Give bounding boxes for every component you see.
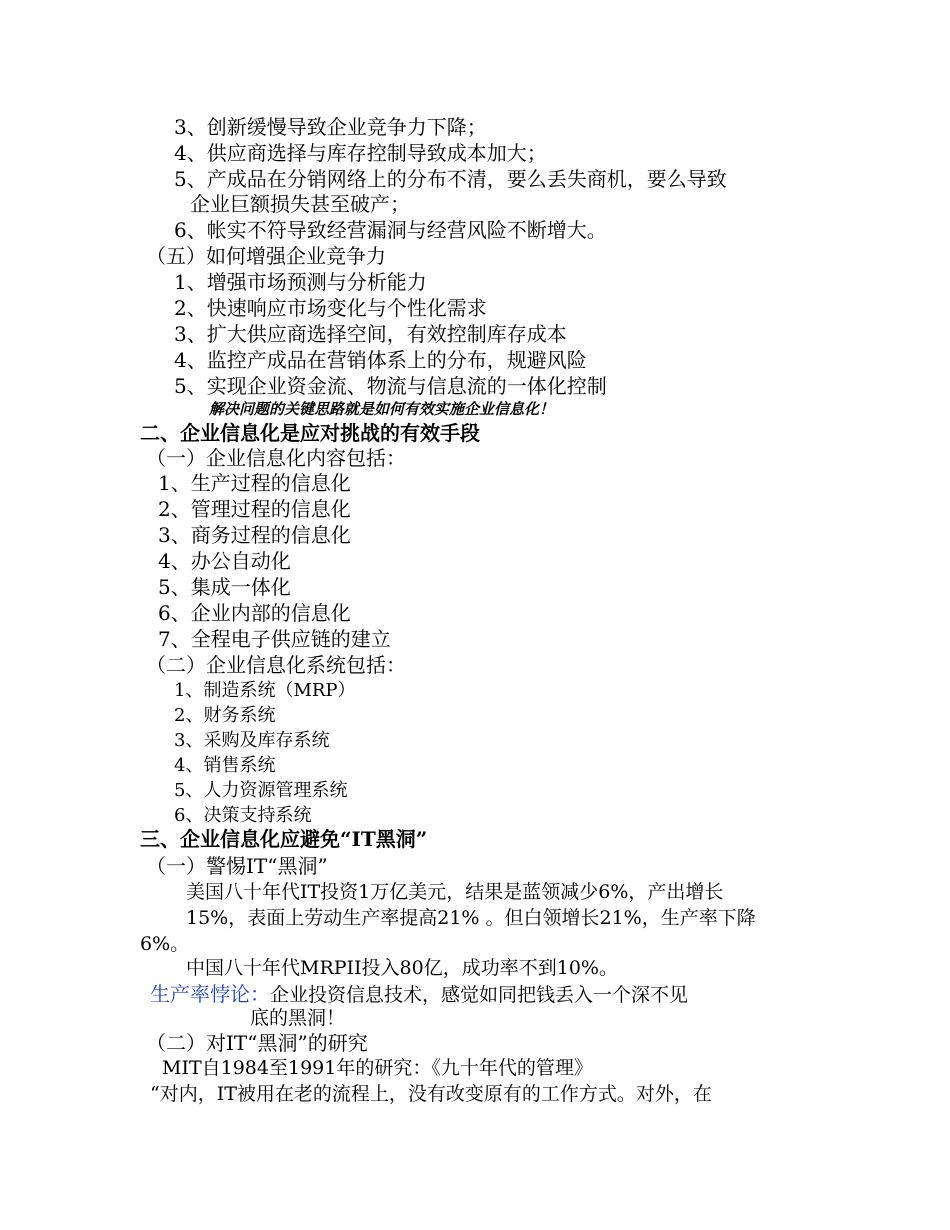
quote-line: “对内，IT被用在老的流程上，没有改变原有的工作方式。对外，在 xyxy=(150,1083,712,1105)
paradox-label: 生产率悖论： xyxy=(150,982,270,1006)
list-item: 4、销售系统 xyxy=(174,755,276,776)
list-item: 6、企业内部的信息化 xyxy=(158,601,351,625)
list-item: 1、生产过程的信息化 xyxy=(158,471,351,495)
paradox-text: 企业投资信息技术，感觉如同把钱丢入一个深不见 xyxy=(270,984,689,1006)
list-item: 2、快速响应市场变化与个性化需求 xyxy=(174,296,487,320)
key-note: 解决问题的关键思路就是如何有效实施企业信息化！ xyxy=(209,400,555,418)
paradox-line xyxy=(150,984,688,1005)
list-item: 5、人力资源管理系统 xyxy=(174,780,348,801)
list-item: 2、管理过程的信息化 xyxy=(158,497,351,521)
subsection-heading: （一）警惕IT“黑洞” xyxy=(146,854,328,878)
list-item: 5、集成一体化 xyxy=(158,575,291,599)
subsection-heading: （二）对IT“黑洞”的研究 xyxy=(146,1031,368,1055)
list-item: 3、创新缓慢导致企业竞争力下降； xyxy=(174,115,487,139)
paragraph-line: MIT自1984至1991年的研究：《九十年代的管理》 xyxy=(162,1057,593,1079)
list-item: 5、实现企业资金流、物流与信息流的一体化控制 xyxy=(174,374,607,398)
list-item: 5、产成品在分销网络上的分布不清，要么丢失商机，要么导致 xyxy=(174,167,727,191)
list-item: 3、扩大供应商选择空间，有效控制库存成本 xyxy=(174,322,567,346)
list-item: 4、办公自动化 xyxy=(158,549,291,573)
list-item: 4、监控产成品在营销体系上的分布，规避风险 xyxy=(174,348,587,372)
paragraph-line: 美国八十年代IT投资1万亿美元，结果是蓝领减少6%，产出增长 xyxy=(186,881,724,903)
subsection-heading: （一）企业信息化内容包括： xyxy=(146,446,406,470)
list-item: 6、帐实不符导致经营漏洞与经营风险不断增大。 xyxy=(174,218,607,242)
subsection-heading: （五）如何增强企业竞争力 xyxy=(146,244,386,268)
list-item: 2、财务系统 xyxy=(174,705,276,726)
list-item: 3、商务过程的信息化 xyxy=(158,523,351,547)
list-item-continuation: 企业巨额损失甚至破产； xyxy=(190,192,410,216)
subsection-heading: （二）企业信息化系统包括： xyxy=(146,653,406,677)
list-item: 7、全程电子供应链的建立 xyxy=(158,627,391,651)
list-item: 3、采购及库存系统 xyxy=(174,730,330,751)
paragraph-line: 6%。 xyxy=(140,933,190,955)
paradox-continuation: 底的黑洞！ xyxy=(250,1007,346,1029)
list-item: 1、制造系统（MRP） xyxy=(174,680,356,701)
section-heading: 二、企业信息化是应对挑战的有效手段 xyxy=(140,421,480,445)
section-heading: 三、企业信息化应避免“IT黑洞” xyxy=(140,827,428,851)
list-item: 4、供应商选择与库存控制导致成本加大； xyxy=(174,141,547,165)
paragraph-line: 中国八十年代MRPII投入80亿，成功率不到10%。 xyxy=(186,957,618,979)
paragraph-line: 15%，表面上劳动生产率提高21% 。但白领增长21%，生产率下降 xyxy=(186,907,756,929)
list-item: 6、决策支持系统 xyxy=(174,805,312,826)
list-item: 1、增强市场预测与分析能力 xyxy=(174,270,427,294)
